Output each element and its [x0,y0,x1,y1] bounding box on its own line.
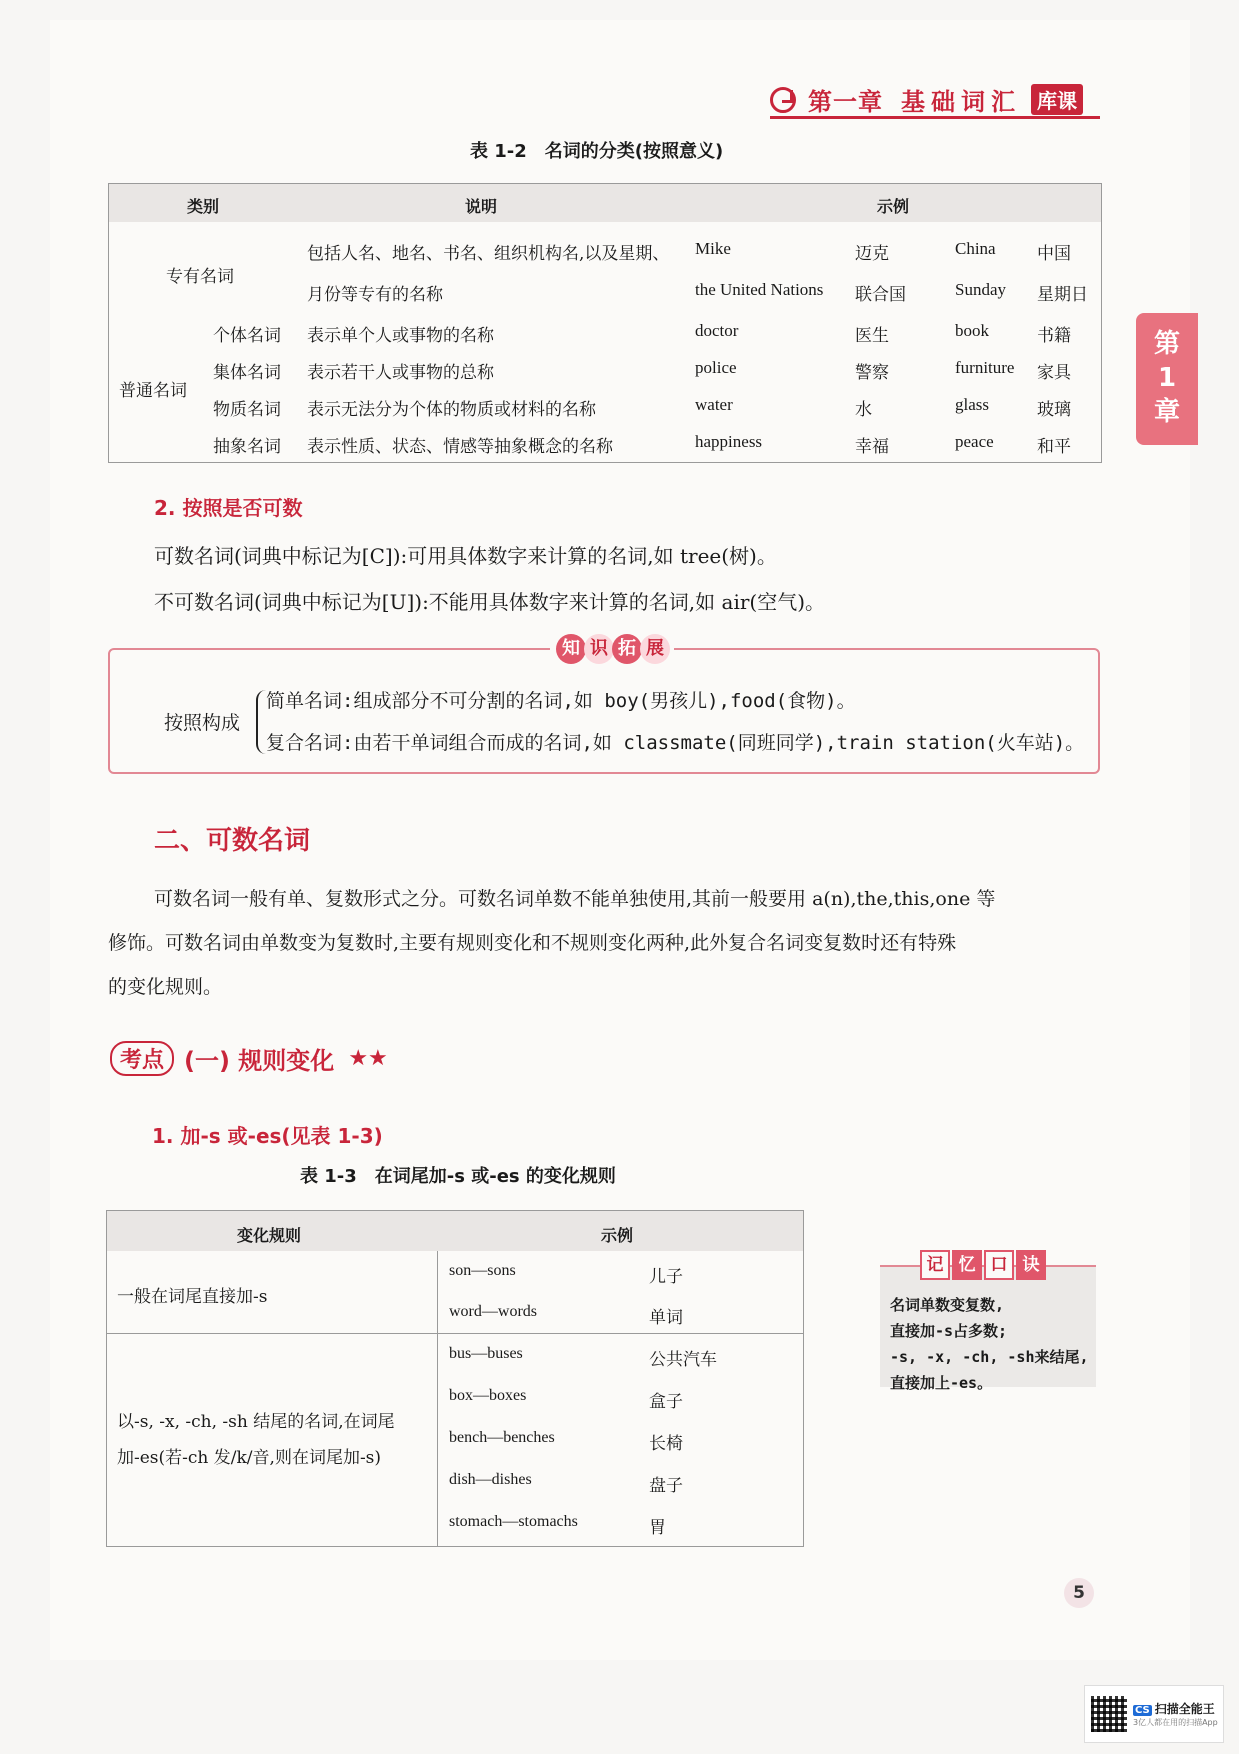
countable-definition: 可数名词(词典中标记为[C]):可用具体数字来计算的名词,如 tree(树)。 [154,544,777,568]
plural-rules-table [106,1210,804,1547]
memo-line: 直接加上-es。 [890,1374,993,1392]
example-en: son—sons [449,1262,516,1279]
example-zh: 盘子 [649,1476,683,1496]
table-1-2-caption: 表 1-2 名词的分类(按照意义) [470,141,724,162]
example-zh: 星期日 [1037,285,1088,305]
example-en: bus—buses [449,1345,523,1362]
header-description: 说明 [465,197,498,216]
badge-char: 记 [920,1250,950,1280]
proper-desc-line1: 包括人名、地名、书名、组织机构名,以及星期、 [307,244,670,264]
common-type: 物质名词 [213,400,281,420]
paragraph-line: 修饰。可数名词由单数变为复数时,主要有规则变化和不规则变化两种,此外复合名词变复数时还有特殊 [108,932,957,954]
side-tab-char: 章 [1153,396,1180,427]
common-desc: 表示无法分为个体的物质或材料的名称 [307,400,596,420]
header-examples: 示例 [601,1226,634,1245]
common-type: 集体名词 [213,363,281,383]
chapter-side-tab [1136,313,1198,445]
badge-char: 识 [584,634,614,664]
example-en: furniture [955,358,1015,377]
example-zh: 长椅 [649,1434,683,1454]
header-category: 类别 [187,197,220,216]
chapter-label: 第一章 [808,88,883,116]
example-zh: 医生 [855,326,889,346]
memo-line: 直接加-s占多数; [890,1322,1008,1340]
memory-tip-badge [920,1250,1048,1280]
chapter-topic: 基础词汇 [901,88,1021,116]
side-tab-number: 1 [1157,363,1177,394]
paragraph-line: 的变化规则。 [108,976,223,998]
row-divider [107,1333,437,1334]
rule-es-line1: 以-s, -x, -ch, -sh 结尾的名词,在词尾 [117,1412,395,1432]
badge-char: 知 [556,634,586,664]
example-en: box—boxes [449,1387,527,1404]
header-examples: 示例 [877,197,910,216]
common-desc: 表示性质、状态、情感等抽象概念的名称 [307,437,613,457]
countable-nouns-heading: 二、可数名词 [154,826,311,856]
chapter-header [770,82,1083,117]
example-en: book [955,321,989,340]
proper-noun-label: 专有名词 [166,267,234,287]
clock-icon [770,87,796,113]
example-en: doctor [695,321,739,340]
example-en: Mike [695,239,731,258]
common-noun-label: 普通名词 [119,381,187,401]
example-zh: 公共汽车 [649,1350,717,1370]
row-divider [437,1333,803,1334]
example-en: happiness [695,432,763,451]
brand-badge: 库课 [1031,84,1083,115]
knowledge-extension-badge [550,634,674,664]
table-header-row [107,1211,803,1251]
badge-char: 口 [984,1250,1014,1280]
example-en: the United Nations [695,280,824,299]
badge-char: 拓 [612,634,642,664]
example-zh: 家具 [1037,363,1071,383]
badge-char: 忆 [952,1250,982,1280]
example-en: glass [955,395,989,414]
example-en: bench—benches [449,1429,555,1446]
compound-noun-text: 复合名词:由若干单词组合而成的名词,如 classmate(同班同学),train station(火车站)。 [266,732,1085,754]
rule-general: 一般在词尾直接加-s [117,1287,268,1307]
example-zh: 和平 [1037,437,1071,457]
importance-stars: ★★ [348,1046,388,1071]
badge-char: 诀 [1016,1250,1046,1280]
header-rule: 变化规则 [237,1226,302,1245]
example-zh: 水 [855,400,872,420]
camscanner-logo-icon: CS [1135,1705,1150,1716]
example-zh: 玻璃 [1037,400,1071,420]
column-divider [437,1251,438,1546]
example-zh: 单词 [649,1308,683,1328]
table-header-row [109,184,1101,222]
example-zh: 书籍 [1037,326,1071,346]
table-1-3-caption: 表 1-3 在词尾加-s 或-es 的变化规则 [300,1166,616,1187]
side-tab-char: 第 [1153,329,1180,360]
common-desc: 表示若干人或事物的总称 [307,363,494,383]
countability-heading: 2. 按照是否可数 [154,496,303,520]
watermark-title: 扫描全能王 [1154,1702,1215,1716]
exam-point-label: 考点 [110,1041,174,1076]
example-zh: 幸福 [855,437,889,457]
example-zh: 中国 [1037,244,1071,264]
example-zh: 胃 [649,1518,666,1538]
badge-char: 展 [640,634,670,664]
example-en: water [695,395,733,414]
example-en: Sunday [955,280,1006,299]
example-en: word—words [449,1303,537,1320]
exam-point-heading [110,1041,388,1076]
header-rule [770,116,1100,119]
page-number: 5 [1064,1578,1094,1608]
example-en: dish—dishes [449,1471,532,1488]
qr-code-icon [1091,1696,1127,1732]
example-zh: 联合国 [855,285,906,305]
simple-noun-text: 简单名词:组成部分不可分割的名词,如 boy(男孩儿),food(食物)。 [266,690,856,712]
proper-desc-line2: 月份等专有的名称 [307,285,443,305]
uncountable-definition: 不可数名词(词典中标记为[U]):不能用具体数字来计算的名词,如 air(空气)。 [154,590,826,614]
common-type: 个体名词 [213,326,281,346]
memo-line: -s, -x, -ch, -sh来结尾, [890,1348,1089,1366]
example-zh: 盒子 [649,1392,683,1412]
rule-es-line2: 加-es(若-ch 发/k/音,则在词尾加-s) [117,1448,382,1468]
example-zh: 儿子 [649,1267,683,1287]
noun-classification-table [108,183,1102,463]
exam-point-title: (一) 规则变化 [184,1047,335,1075]
example-en: peace [955,432,994,451]
example-en: police [695,358,737,377]
example-zh: 警察 [855,363,889,383]
scanner-watermark [1084,1685,1224,1743]
composition-label: 按照构成 [164,712,241,734]
example-en: stomach—stomachs [449,1513,578,1530]
example-zh: 迈克 [855,244,889,264]
paragraph-line: 可数名词一般有单、复数形式之分。可数名词单数不能单独使用,其前一般要用 a(n),the,this,one 等 [154,888,996,910]
memo-line: 名词单数变复数, [890,1296,1005,1314]
example-en: China [955,239,996,258]
common-desc: 表示单个人或事物的名称 [307,326,494,346]
common-type: 抽象名词 [213,437,281,457]
add-s-es-heading: 1. 加-s 或-es(见表 1-3) [152,1124,383,1148]
watermark-subtitle: 3亿人都在用的扫描App [1133,1718,1218,1727]
